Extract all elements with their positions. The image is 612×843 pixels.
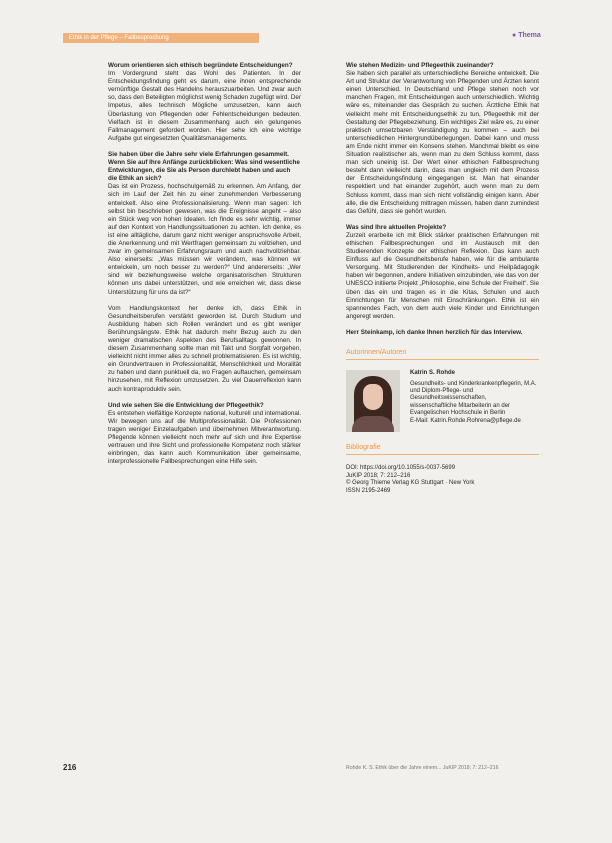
footer-citation: Rohde K. S. Ethik über die Jahre einem... JuKIP 2018; 7: 212–216	[346, 765, 499, 771]
section-tag	[512, 32, 541, 39]
answer: Vom Handlungskontext her denke ich, dass Ethik in Gesundheitsberufen verstärkt geworden ist. Durch Studium und Ausbildung haben sich Rollen verändert und es gibt weniger Berührungsängste. Ethik hat dadurch mehr Bezug auch zu den weniger dramatischen Aspekten des Berufsalltags gewonnen. In diesem Zusammenhang sollte man mit Takt und Sorgfalt vorgehen, vielleicht nicht immer alles zu schnell problematisieren. Es ist wichtig, ein Grundvertrauen in Professionalität, Menschlichkeit und Moralität zu haben und dann punktuell da, wo Fragen auftauchen, gemeinsam hinzusehen, mit Reflexion umzusetzen. Zu viel Dauerreflexion kann auch kontraproduktiv sein.	[108, 304, 301, 393]
author-text	[410, 370, 539, 432]
author-box	[346, 370, 539, 432]
bibliography	[346, 465, 539, 495]
section-label: Thema	[518, 32, 541, 39]
closing-line: Herr Steinkamp, ich danke Ihnen herzlich für das Interview.	[346, 328, 523, 336]
header-bar: Ethik in der Pflege – Fallbesprechung	[63, 33, 259, 43]
bibliography-heading: Bibliografie	[346, 444, 539, 455]
answer: Das ist ein Prozess, hochschulgemäß zu erkennen. Am Anfang, der sich im Lauf der Zeit hin zu einer zunehmenden Verbesserung entwickelt. Also eine Professionalisierung. Wenn man sagen: Ich selbst bin beschrieben gewesen, was die Ereignisse angeht – also ein Stück weg von hohen Idealen. Ich finde es sehr wichtig, immer auf den Kontext von Handlungssituationen zu achten. Ich denke, es ist eine alltägliche, darum ganz nicht weniger anspruchsvolle Arbeit, die Anerkennung und mit Wertfragen gemeinsam zu vollziehen, und zwar im gemeinsamen Erfahrungsraum und auch nachvollziehbar. Also einerseits: „Was müssen wir verändern, was können wir entwickeln, um noch besser zu werden?“ Und andererseits: „Wer sind wir beziehungsweise welche organisatorischen Strukturen können uns dabei unterstützen, und wie erreichen wir, dass diese Unterstützung für uns da ist?“	[108, 183, 301, 296]
question: Wie stehen Medizin- und Pflegeethik zueinander?	[346, 62, 494, 69]
answer: Sie haben sich parallel als unterschiedliche Bereiche entwickelt. Die Art und Struktur der Verantwortung von Pflegenden und Ärzten kennt einen Unterschied. In Deutschland und Pflege stehen noch vor manchen Fragen, mit Entscheidungen auch unterschiedlich. Wichtig wäre es, miteinander das Gespräch zu suchen. Ärztliche Ethik hat vielleicht mehr mit Entscheidungsethik zu tun, Pflegeethik mit der Gestaltung der Pflegebeziehung. Ein wichtiges Ziel wäre es, zu einer praktisch umsetzbaren Verständigung zu kommen – auch bei unterschiedlichen Hintergrundüberlegungen. Dabei kann und muss am Ende nicht immer ein Konsens stehen. Manchmal bleibt es eine Situation realistischer als, wenn man zu dem Schluss kommt, dass man sich uneinig ist. Der Wert einer ethischen Fallbesprechung besteht dann vielleicht darin, dass man ungleich mit dem Prozess der Entscheidungsfindung eingegangen ist. Man hat einander respektiert und hat einander zugehört, auch wenn man zu dem Schluss kommt, dass man sich nicht vollständig einigen kann. Aber alle, die die Entscheidung mittragen müssen, haben dann zumindest das Gefühl, dass sie gehört wurden.	[346, 70, 539, 215]
bib-line: ISSN 2195-2469	[346, 487, 391, 494]
answer: Im Vordergrund steht das Wohl des Patienten. In der Entscheidungsfindung geht es darum, eine ihnen entsprechende vernünftige Gestalt des Handelns herauszuarbeiten. Und zwar auch so, dass den Beteiligten möglichst wenig Schaden zugefügt wird. Der Impetus, alles technisch Mögliche umzusetzen, kann auch Überlastung von Pflegenden oder Fehlentscheidungen bedeuten. Vielfach ist in diesem Zusammenhang auch ein gelungenes Fallmanagement gefordert worden. Hier sehe ich eine wichtige Aufgabe gut eingesetzten Qualitätsmanagements.	[108, 70, 301, 142]
question: Sie haben über die Jahre sehr viele Erfahrungen gesammelt. Wenn Sie auf Ihre Anfänge zurückblicken: Was sind wesentliche Entwicklungen, die Sie als Person durchlebt haben und auch die Ethik an sich?	[108, 150, 300, 183]
bib-line: DOI: https://doi.org/10.1055/s-0037-5699	[346, 465, 456, 472]
pin-icon: ●	[512, 32, 517, 39]
author-name: Katrin S. Rohde	[410, 370, 456, 377]
bib-line: JuKIP 2018; 7: 212–216	[346, 472, 411, 479]
bib-line: © Georg Thieme Verlag KG Stuttgart · New York	[346, 480, 475, 487]
left-column	[108, 62, 301, 474]
answer: Es entstehen vielfältige Konzepte national, kulturell und international. Wir bewegen uns auf die Multiprofessionalität. Die Professionen tragen weniger Einzelaufgaben und übernehmen Mitverantwortung. Pflegende können vielleicht noch mehr auf sich und ihre Expertise vertrauen und ihre Sicht und professionelle Kompetenz noch stärker einbringen, das kann auch Kommunikation über gemeinsame, interprofessionelle Fallbesprechungen eine Hilfe sein.	[108, 409, 301, 466]
question: Was sind Ihre aktuellen Projekte?	[346, 223, 447, 231]
author-photo	[346, 370, 400, 432]
author-line: Gesundheits- und Kinderkrankenpflegerin, M.A. und Diplom-Pflege- und Gesundheitswissenschaften,	[410, 380, 537, 402]
author-email: E-Mail: Katrin.Rohde.Rohrena@pflege.de	[410, 417, 521, 424]
author-line: wissenschaftliche Mitarbeiterin an der Evangelischen Hochschule in Berlin	[410, 402, 511, 417]
question: Worum orientieren sich ethisch begründete Entscheidungen?	[108, 62, 293, 69]
right-column	[346, 62, 539, 496]
page-number: 216	[63, 763, 77, 772]
answer: Zurzeit erarbeite ich mit Blick stärker praktischen Erfahrungen mit ethischen Fallbesprechungen und im Austausch mit den Studierenden Konzepte der ethischen Reflexion. Das kann auch Einfluss auf die Gesundheitsberufe haben, wie für die ambulante Versorgung. Mit Studierenden der Kindheits- und Heilpädagogik haben wir begonnen, andere Initiativen einzubinden, wie das von der UNESCO initiierte Projekt „Philosophie, eine Schule der Freiheit“. Sie üben das ein und tragen es in die Kitas, Schulen und auch Einrichtungen für Menschen mit Einschränkungen. Ethik ist ein spannendes Fach, von dem auch viele Kinder und Einrichtungen angeregt werden.	[346, 231, 539, 320]
author-box-heading: Autorinnen/Autoren	[346, 349, 539, 360]
question: Und wie sehen Sie die Entwicklung der Pflegeethik?	[108, 401, 264, 409]
